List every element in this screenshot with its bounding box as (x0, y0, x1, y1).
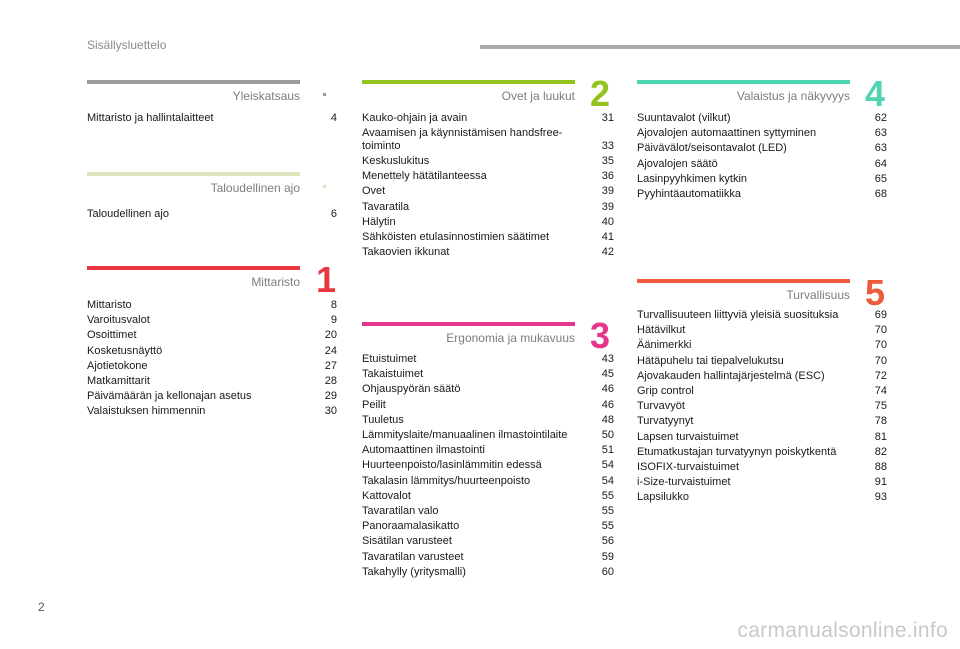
toc-entry-page: 24 (324, 344, 337, 357)
toc-entry[interactable] (87, 359, 337, 374)
toc-entry[interactable] (362, 489, 614, 504)
toc-list (362, 352, 614, 580)
toc-entry-page: 40 (601, 215, 614, 228)
toc-entry-label: Takaistuimet (362, 368, 424, 381)
section-title: Ergonomia ja mukavuus (446, 331, 575, 345)
toc-entry-label: Lapsilukko (637, 491, 689, 504)
toc-entry-label: Lasinpyyhkimen kytkin (637, 172, 748, 185)
toc-entry[interactable] (637, 187, 887, 202)
toc-entry[interactable] (87, 374, 337, 389)
toc-entry[interactable] (637, 490, 887, 505)
toc-entry[interactable] (87, 207, 337, 222)
toc-entry[interactable] (637, 157, 887, 172)
toc-list (362, 111, 614, 260)
toc-entry[interactable] (637, 172, 887, 187)
toc-entry-label: Takalasin lämmitys/huurteenpoisto (362, 474, 531, 487)
toc-entry-label: Keskuslukitus (362, 155, 430, 168)
toc-entry-label: Ovet (362, 185, 386, 198)
toc-entry-page: 55 (601, 505, 614, 518)
section-marker (323, 185, 326, 188)
toc-entry-label: Kattovalot (362, 489, 411, 502)
toc-entry[interactable] (362, 413, 614, 428)
toc-entry-label: Takaovien ikkunat (362, 246, 450, 259)
toc-entry-page: 43 (601, 353, 614, 365)
section-bar (637, 279, 850, 283)
toc-entry-label: i-Size-turvaistuimet (637, 476, 731, 489)
section-number: 3 (590, 315, 611, 356)
toc-entry-page: 20 (324, 329, 337, 342)
toc-entry-page: 50 (601, 429, 614, 442)
toc-entry-page: 46 (601, 383, 614, 396)
toc-entry-page: 78 (874, 415, 887, 428)
section-bar (362, 80, 575, 84)
section-number: 5 (865, 272, 886, 313)
toc-entry-label: Etuistuimet (362, 353, 417, 365)
toc-entry-page: 69 (874, 309, 887, 321)
toc-entry-page: 54 (601, 459, 614, 472)
toc-entry-label: Takahylly (yritysmalli) (362, 565, 466, 578)
toc-entry[interactable] (637, 126, 887, 141)
toc-entry-label: Ajovalojen automaattinen syttyminen (637, 127, 817, 140)
toc-entry-page: 28 (324, 375, 337, 388)
section-title: Taloudellinen ajo (210, 181, 300, 195)
toc-entry-label: Kosketusnäyttö (87, 344, 163, 357)
toc-entry-page: 35 (601, 155, 614, 168)
section-marker (323, 93, 326, 96)
page-header-title: Sisällysluettelo (87, 38, 167, 52)
toc-entry-label: Ohjauspyörän säätö (362, 383, 461, 396)
toc-entry-label: Tavaratilan valo (362, 505, 439, 518)
toc-entry-label: Lapsen turvaistuimet (637, 430, 739, 443)
section-title: Yleiskatsaus (232, 89, 300, 103)
toc-entry-label: Grip control (637, 385, 694, 398)
section-bar (87, 80, 300, 84)
toc-entry-label: Tavaratila (362, 200, 410, 213)
toc-entry[interactable] (637, 475, 887, 490)
toc-entry-label: Peilit (362, 398, 386, 411)
section-bar (362, 322, 575, 326)
section-bar (87, 266, 300, 270)
toc-entry[interactable] (362, 154, 614, 169)
toc-entry[interactable] (637, 338, 887, 353)
toc-entry-label: Ajovakauden hallintajärjestelmä (ESC) (637, 369, 825, 382)
toc-entry-page: 74 (874, 385, 887, 398)
toc-entry-label: Matkamittarit (87, 375, 150, 388)
toc-entry-label: Osoittimet (87, 329, 137, 342)
toc-entry-label: Päivävälot/seisontavalot (LED) (637, 142, 787, 155)
toc-list (87, 207, 337, 222)
toc-entry-label: Hätäpuhelu tai tiepalvelukutsu (637, 354, 784, 367)
toc-entry-label: Mittaristo (87, 299, 132, 311)
toc-entry[interactable] (362, 474, 614, 489)
toc-entry-page: 27 (324, 359, 337, 372)
toc-entry[interactable] (637, 445, 887, 460)
section-number: 1 (316, 259, 337, 300)
toc-entry-label: Ajovalojen säätö (637, 157, 718, 170)
toc-entry[interactable] (362, 111, 614, 126)
toc-entry-page: 70 (874, 339, 887, 352)
toc-list (87, 111, 337, 126)
toc-entry[interactable] (637, 111, 887, 126)
toc-entry[interactable] (637, 354, 887, 369)
section-title: Mittaristo (251, 275, 300, 289)
section-bar (637, 80, 850, 84)
toc-entry-page: 68 (874, 188, 887, 201)
section-title: Ovet ja luukut (501, 89, 575, 103)
section-title: Turvallisuus (786, 288, 850, 302)
toc-entry-page: 55 (601, 489, 614, 502)
toc-entry-page: 8 (330, 299, 337, 311)
toc-entry-page: 6 (330, 208, 337, 220)
toc-entry-page: 39 (601, 200, 614, 213)
toc-entry-page: 70 (874, 324, 887, 337)
toc-entry-page: 93 (874, 491, 887, 504)
toc-entry[interactable] (87, 344, 337, 359)
toc-entry[interactable] (362, 352, 614, 367)
toc-entry-label: Suuntavalot (vilkut) (637, 112, 731, 124)
toc-entry-page: 39 (601, 185, 614, 198)
toc-entry-label: Tuuletus (362, 413, 404, 426)
toc-list (637, 308, 887, 506)
toc-entry-page: 81 (874, 430, 887, 443)
toc-entry-page: 64 (874, 157, 887, 170)
toc-entry[interactable] (362, 504, 614, 519)
toc-entry[interactable] (362, 565, 614, 580)
toc-list (637, 111, 887, 202)
toc-entry-page: 59 (601, 550, 614, 563)
toc-entry-label: Kauko-ohjain ja avain (362, 112, 468, 124)
toc-entry[interactable] (637, 323, 887, 338)
toc-entry-page: 41 (601, 231, 614, 244)
toc-entry-label: Panoraamalasikatto (362, 520, 460, 533)
toc-entry-page: 75 (874, 400, 887, 413)
toc-entry-page: 62 (874, 112, 887, 124)
toc-entry-label: Hätävilkut (637, 324, 686, 337)
toc-entry-page: 54 (601, 474, 614, 487)
watermark: carmanualsonline.info (737, 619, 948, 642)
toc-entry-label: Päivämäärän ja kellonajan asetus (87, 390, 252, 403)
toc-entry-page: 29 (324, 390, 337, 403)
toc-entry[interactable] (362, 169, 614, 184)
toc-entry[interactable] (637, 460, 887, 475)
toc-entry[interactable] (362, 443, 614, 458)
toc-entry-label: Turvatyynyt (637, 415, 694, 428)
toc-entry-label: Ajotietokone (87, 359, 148, 372)
toc-entry[interactable] (362, 200, 614, 215)
toc-entry-label: Tavaratilan varusteet (362, 550, 464, 563)
toc-entry-page: 51 (601, 444, 614, 457)
toc-entry[interactable] (362, 398, 614, 413)
toc-entry[interactable] (87, 111, 337, 126)
section-title: Valaistus ja näkyvyys (736, 89, 850, 103)
toc-entry-page: 4 (330, 112, 337, 124)
toc-entry-page: 42 (601, 246, 614, 259)
toc-entry-label: Äänimerkki (637, 339, 692, 352)
toc-entry-page: 36 (601, 170, 614, 183)
toc-entry-page: 56 (601, 535, 614, 548)
toc-entry-label: Taloudellinen ajo (87, 208, 169, 220)
toc-entry[interactable] (362, 550, 614, 565)
toc-entry[interactable] (362, 458, 614, 473)
toc-entry-label: Mittaristo ja hallintalaitteet (87, 112, 214, 124)
toc-entry-page: 9 (330, 314, 337, 327)
toc-entry-page: 65 (874, 172, 887, 185)
toc-entry[interactable] (87, 389, 337, 404)
toc-entry[interactable] (362, 184, 614, 199)
toc-entry[interactable] (362, 534, 614, 549)
toc-entry[interactable] (362, 382, 614, 397)
toc-list (87, 298, 337, 420)
toc-entry[interactable] (87, 313, 337, 328)
toc-entry-label: Lämmityslaite/manuaalinen ilmastointilaite (362, 429, 568, 442)
toc-entry-page: 33 (601, 140, 614, 153)
toc-entry[interactable] (362, 230, 614, 245)
toc-entry-page: 30 (324, 405, 337, 418)
toc-entry[interactable] (362, 245, 614, 260)
toc-entry[interactable] (87, 328, 337, 343)
toc-entry[interactable] (637, 430, 887, 445)
toc-entry-label: Hälytin (362, 215, 396, 228)
toc-entry-page: 45 (601, 368, 614, 381)
toc-entry-label: Huurteenpoisto/lasinlämmitin edessä (362, 459, 542, 472)
toc-entry[interactable] (637, 369, 887, 384)
toc-entry-page: 48 (601, 413, 614, 426)
section-bar (87, 172, 300, 176)
toc-entry[interactable] (637, 399, 887, 414)
toc-entry-label: Valaistuksen himmennin (87, 405, 206, 418)
toc-entry-label: ISOFIX-turvaistuimet (637, 461, 740, 474)
toc-entry-page: 88 (874, 461, 887, 474)
toc-entry[interactable] (362, 428, 614, 443)
toc-entry-label: Automaattinen ilmastointi (362, 444, 485, 457)
toc-entry-label: Sisätilan varusteet (362, 535, 452, 548)
toc-entry-page: 46 (601, 398, 614, 411)
section-number: 4 (865, 73, 886, 114)
toc-entry[interactable] (637, 414, 887, 429)
header-bar (480, 45, 960, 49)
toc-entry-page: 82 (874, 445, 887, 458)
toc-entry-page: 63 (874, 127, 887, 140)
toc-entry[interactable] (637, 384, 887, 399)
toc-entry-page: 31 (601, 112, 614, 124)
toc-entry-label: Sähköisten etulasinnostimien säätimet (362, 231, 550, 244)
toc-entry[interactable] (362, 126, 614, 154)
page-number: 2 (38, 600, 45, 614)
toc-entry[interactable] (362, 215, 614, 230)
section-number: 2 (590, 73, 611, 114)
toc-entry-page: 63 (874, 142, 887, 155)
toc-entry[interactable] (362, 367, 614, 382)
toc-entry-label: Turvallisuuteen liittyviä yleisiä suosituksia (637, 309, 839, 321)
toc-entry-label: Avaamisen ja käynnistämisen handsfree-toiminto (362, 127, 563, 152)
toc-entry[interactable] (87, 298, 337, 313)
toc-entry-label: Turvavyöt (637, 400, 685, 413)
toc-entry[interactable] (362, 519, 614, 534)
toc-entry[interactable] (637, 141, 887, 156)
toc-entry-page: 55 (601, 520, 614, 533)
toc-entry-label: Varoitusvalot (87, 314, 150, 327)
toc-entry-label: Pyyhintäautomatiikka (637, 188, 741, 201)
toc-entry[interactable] (87, 404, 337, 419)
toc-entry-page: 70 (874, 354, 887, 367)
toc-entry-label: Menettely hätätilanteessa (362, 170, 487, 183)
toc-entry-page: 91 (874, 476, 887, 489)
toc-entry-page: 60 (601, 565, 614, 578)
toc-entry-page: 72 (874, 369, 887, 382)
toc-entry-label: Etumatkustajan turvatyynyn poiskytkentä (637, 445, 837, 458)
toc-entry[interactable] (637, 308, 887, 323)
